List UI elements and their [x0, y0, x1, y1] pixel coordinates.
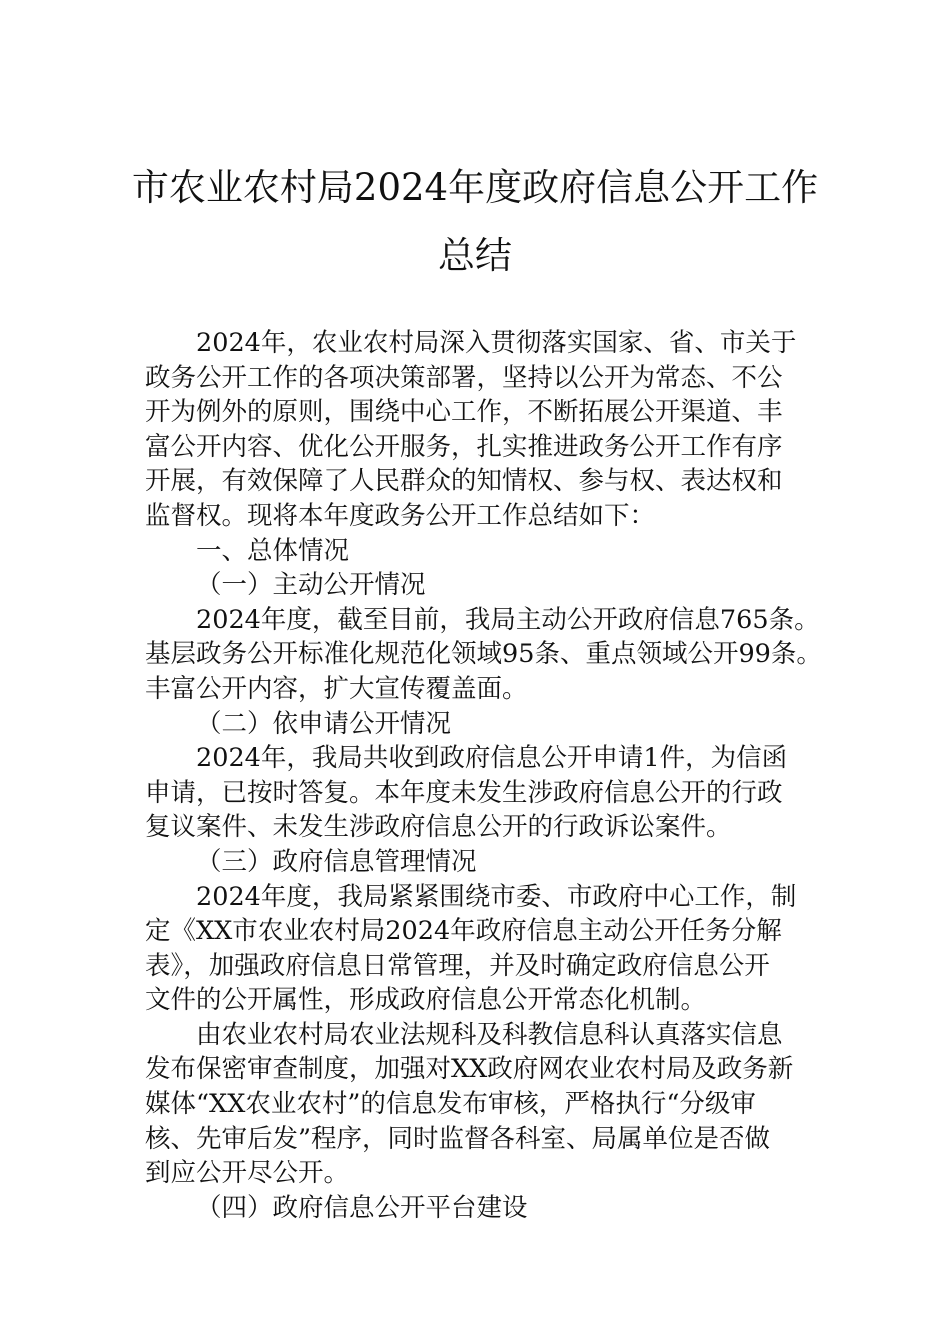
body-line: （四）政府信息公开平台建设 — [196, 1192, 528, 1223]
body-line: 核、先审后发”程序，同时监督各科室、局属单位是否做 — [145, 1123, 771, 1154]
body-line: 一、总体情况 — [196, 535, 350, 566]
body-line: 政务公开工作的各项决策部署，坚持以公开为常态、不公 — [145, 362, 783, 393]
body-line: 文件的公开属性，形成政府信息公开常态化机制。 — [145, 985, 707, 1016]
body-line: 丰富公开内容，扩大宣传覆盖面。 — [145, 673, 528, 704]
body-line: 富公开内容、优化公开服务，扎实推进政务公开工作有序 — [145, 431, 783, 462]
body-line: 2024年，我局共收到政府信息公开申请1件，为信函 — [196, 743, 788, 774]
body-line: 开为例外的原则，围绕中心工作，不断拓展公开渠道、丰 — [145, 397, 783, 428]
body-line: 定《XX市农业农村局2024年政府信息主动公开任务分解 — [145, 916, 782, 947]
document-title-line-1: 市农业农村局2024年度政府信息公开工作 — [131, 166, 819, 209]
body-line: （一）主动公开情况 — [196, 570, 426, 601]
body-line: 监督权。现将本年度政务公开工作总结如下： — [145, 500, 656, 531]
body-line: 2024年度，截至目前，我局主动公开政府信息765条。 — [196, 604, 820, 635]
document-body — [145, 326, 825, 1225]
body-line: （二）依申请公开情况 — [196, 708, 452, 739]
body-line: 由农业农村局农业法规科及科教信息科认真落实信息 — [196, 1019, 783, 1050]
body-line: 2024年度，我局紧紧围绕市委、市政府中心工作，制 — [196, 881, 797, 912]
body-line: 表》，加强政府信息日常管理，并及时确定政府信息公开 — [145, 950, 770, 981]
document-title-line-2: 总结 — [438, 234, 512, 277]
body-line: 复议案件、未发生涉政府信息公开的行政诉讼案件。 — [145, 812, 732, 843]
body-line: 媒体“XX农业农村”的信息发布审核，严格执行“分级审 — [145, 1089, 756, 1120]
body-line: 发布保密审查制度，加强对XX政府网农业农村局及政务新 — [145, 1054, 794, 1085]
body-line: 到应公开尽公开。 — [145, 1158, 350, 1189]
body-line: 基层政务公开标准化规范化领域95条、重点领域公开99条。 — [145, 639, 822, 670]
body-line: 开展，有效保障了人民群众的知情权、参与权、表达权和 — [145, 466, 783, 497]
body-line: 2024年，农业农村局深入贯彻落实国家、省、市关于 — [196, 328, 797, 358]
body-line: （三）政府信息管理情况 — [196, 846, 477, 877]
body-line: 申请，已按时答复。本年度未发生涉政府信息公开的行政 — [145, 777, 783, 808]
